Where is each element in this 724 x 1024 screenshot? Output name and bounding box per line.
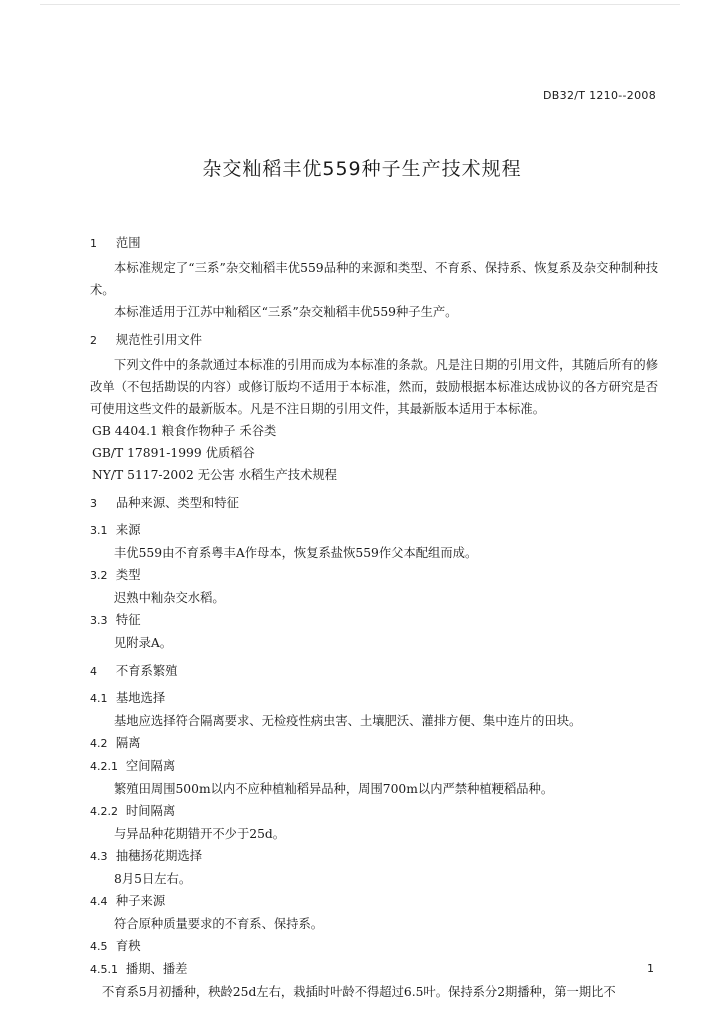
subsection-heading [90, 732, 658, 755]
subsection-text: 基地应选择符合隔离要求、无检疫性病虫害、土壤肥沃、灌排方便、集中连片的田块。 [114, 714, 582, 728]
subsection-title: 种子来源 [115, 894, 166, 908]
references-paragraph: 下列文件中的条款通过本标准的引用而成为本标准的条款。凡是注日期的引用文件，其随后所有的修改单（不包括勘误的内容）或修订版均不适用于本标准，然而，鼓励根据本标准达成协议的各方研究是否可使用这些文件的最新版本。凡是不注日期的引用文件，其最新版本适用于本标准。 [90, 358, 658, 416]
subsection-number: 4.2.2 [90, 805, 118, 818]
section-heading-1 [90, 232, 658, 255]
subsection-title: 基地选择 [115, 691, 166, 705]
page-number: 1 [647, 962, 654, 975]
section-number: 4 [90, 665, 97, 678]
reference-item: GB 4404.1 粮食作物种子 禾谷类 [92, 424, 277, 438]
subsection-number: 4.3 [90, 850, 108, 863]
document-title: 杂交籼稻丰优559种子生产技术规程 [202, 158, 522, 180]
subsection-text: 不育系5月初播种，秧龄25d左右，栽插时叶龄不得超过6.5叶。保持系分2期播种，第一期比不 [102, 985, 616, 999]
section-title: 规范性引用文件 [115, 333, 203, 347]
subsection-number: 4.1 [90, 692, 108, 705]
subsection-number: 4.5 [90, 940, 108, 953]
section-heading-2 [90, 329, 658, 352]
scope-paragraph-2: 本标准适用于江苏中籼稻区“三系”杂交籼稻丰优559种子生产。 [114, 305, 458, 319]
subsection-title: 来源 [115, 523, 141, 537]
section-title: 范围 [115, 236, 141, 250]
reference-item: NY/T 5117-2002 无公害 水稻生产技术规程 [92, 468, 337, 482]
section-number: 1 [90, 237, 97, 250]
section-number: 2 [90, 334, 97, 347]
subsection-title: 时间隔离 [125, 804, 176, 818]
subsection-text: 符合原种质量要求的不育系、保持系。 [114, 917, 324, 931]
subsection-title: 隔离 [115, 736, 141, 750]
scan-artifact-line [40, 4, 680, 5]
subsection-text: 与异品种花期错开不少于25d。 [114, 827, 286, 841]
subsection-text: 见附录A。 [114, 636, 173, 650]
subsection-text: 丰优559由不育系粤丰A作母本，恢复系盐恢559作父本配组而成。 [114, 546, 478, 560]
subsection-title: 播期、播差 [125, 962, 188, 976]
section-heading-4 [90, 660, 658, 683]
subsection-title: 空间隔离 [125, 759, 176, 773]
subsection-heading [90, 755, 658, 778]
subsection-number: 4.2.1 [90, 760, 118, 773]
subsection-title: 类型 [115, 568, 141, 582]
subsection-heading [90, 958, 658, 981]
reference-item: GB/T 17891-1999 优质稻谷 [92, 446, 255, 460]
subsection-number: 4.4 [90, 895, 108, 908]
subsection-heading [90, 845, 658, 868]
subsection-heading [90, 687, 658, 710]
standard-code: DB32/T 1210--2008 [543, 89, 656, 102]
scope-paragraph-1: 本标准规定了“三系”杂交籼稻丰优559品种的来源和类型、不育系、保持系、恢复系及杂交种制种技术。 [90, 261, 658, 297]
subsection-heading [90, 519, 658, 542]
subsection-heading [90, 890, 658, 913]
section-number: 3 [90, 497, 97, 510]
subsection-heading [90, 800, 658, 823]
subsection-text: 8月5日左右。 [114, 872, 192, 886]
subsection-number: 3.2 [90, 569, 108, 582]
subsection-title: 抽穗扬花期选择 [115, 849, 203, 863]
subsection-text: 迟熟中籼杂交水稻。 [114, 591, 225, 605]
subsection-number: 3.3 [90, 614, 108, 627]
subsection-text: 繁殖田周围500m以内不应种植籼稻异品种，周围700m以内严禁种植粳稻品种。 [114, 782, 554, 796]
subsection-number: 4.2 [90, 737, 108, 750]
subsection-heading [90, 564, 658, 587]
subsection-title: 特征 [115, 613, 141, 627]
subsection-number: 3.1 [90, 524, 108, 537]
subsection-heading [90, 609, 658, 632]
section-heading-3 [90, 492, 658, 515]
subsection-heading [90, 935, 658, 958]
subsection-number: 4.5.1 [90, 963, 118, 976]
section-title: 不育系繁殖 [115, 664, 178, 678]
section-title: 品种来源、类型和特征 [115, 496, 239, 510]
document-body [90, 229, 658, 1003]
subsection-title: 育秧 [115, 939, 141, 953]
